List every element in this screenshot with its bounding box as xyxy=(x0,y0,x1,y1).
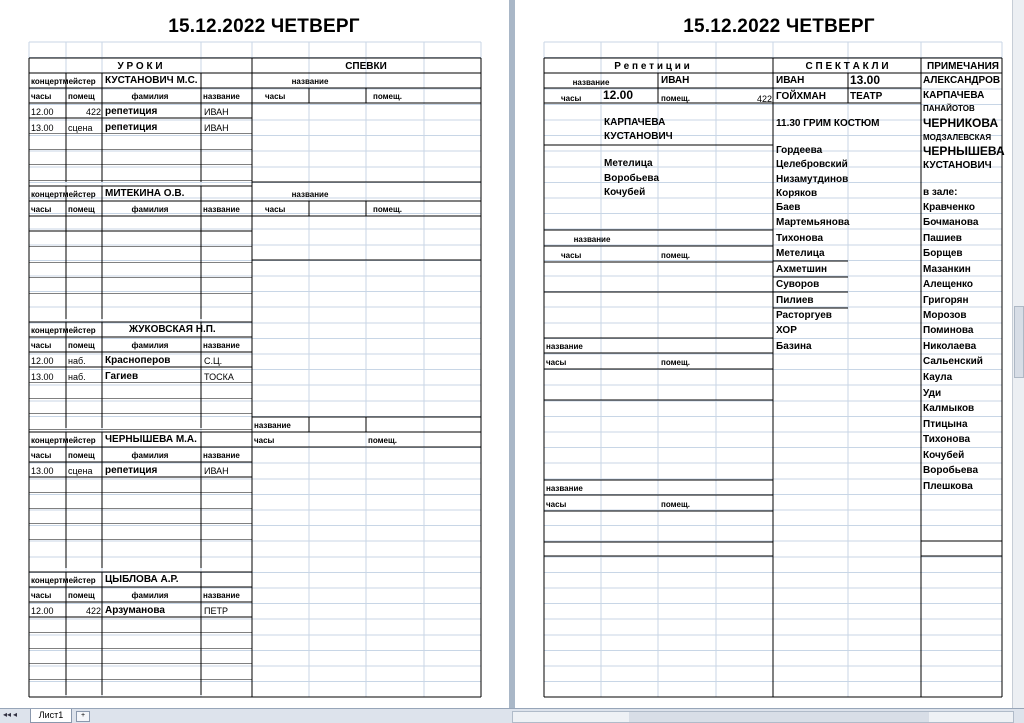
page-title-right: 15.12.2022 ЧЕТВЕРГ xyxy=(683,16,875,37)
col-name-label: фамилия xyxy=(131,92,169,101)
concertmeister-label: концертмейстер xyxy=(31,326,96,335)
spevki-header: СПЕВКИ xyxy=(345,61,387,72)
spekt-cast-name: ХОР xyxy=(776,325,797,336)
spekt-cast-name: Мартемьянова xyxy=(776,217,850,228)
rep-cast-name: КАРПАЧЕВА xyxy=(604,117,666,128)
col-name-label: фамилия xyxy=(131,205,169,214)
spevka-2-nazvanie: название xyxy=(291,190,329,199)
note-name: Григорян xyxy=(923,295,969,306)
col-room-label: помещ xyxy=(68,205,95,214)
col-time-label: часы xyxy=(31,92,52,101)
lesson-time: 12.00 xyxy=(31,356,54,366)
spekt-cast-name: Баев xyxy=(776,202,801,213)
col-title-label: название xyxy=(203,591,240,600)
concertmeister-name: ЧЕРНЫШЕВА М.А. xyxy=(105,434,197,445)
rep-nazvanie-value: ИВАН xyxy=(661,75,690,86)
rep-chasy: часы xyxy=(561,94,582,103)
col-room-label: помещ xyxy=(68,92,95,101)
insert-sheet-icon[interactable]: + xyxy=(76,711,90,722)
spevka-3-chasy: часы xyxy=(254,436,275,445)
concertmeister-name: ЖУКОВСКАЯ Н.П. xyxy=(129,324,216,335)
rep-cast-name: КУСТАНОВИЧ xyxy=(604,131,673,142)
col-time-label: часы xyxy=(31,341,52,350)
lesson-room: сцена xyxy=(68,122,93,133)
note-name: Бочманова xyxy=(923,217,979,228)
note-name: Воробьева xyxy=(923,465,979,476)
lesson-name: репетиция xyxy=(105,465,158,476)
spekt-cast-name: Базина xyxy=(776,341,812,352)
note-name: Поминова xyxy=(923,325,974,336)
note-name: Тихонова xyxy=(923,434,971,445)
page-title-left: 15.12.2022 ЧЕТВЕРГ xyxy=(168,16,360,37)
rep-cast-name: Кочубей xyxy=(604,187,646,198)
col-room-label: помещ xyxy=(68,591,95,600)
lesson-name: репетиция xyxy=(105,121,158,133)
spevka-2-chasy: часы xyxy=(265,205,286,214)
col-room-label: помещ xyxy=(68,451,95,460)
spevka-3-nazvanie: название xyxy=(254,421,291,430)
note-name: Уди xyxy=(923,388,942,399)
rep2-nazvanie: название xyxy=(573,235,611,244)
lesson-time: 13.00 xyxy=(31,371,54,382)
horizontal-scrollbar[interactable] xyxy=(512,711,1014,723)
note-name: ПАНАЙОТОВ xyxy=(923,104,975,113)
col-name-label: фамилия xyxy=(131,341,169,350)
concertmeister-label: концертмейстер xyxy=(31,190,96,199)
spekt-cast-name: Расторгуев xyxy=(776,310,832,321)
note-name: Мазанкин xyxy=(923,264,971,275)
lesson-title: ИВАН xyxy=(204,122,229,133)
note-name: Пашиев xyxy=(923,233,962,244)
lesson-title: ТОСКА xyxy=(204,371,234,382)
spekt-cast-name: Гордеева xyxy=(776,145,823,156)
col-time-label: часы xyxy=(31,591,52,600)
print-page-right xyxy=(515,0,1012,708)
lesson-time: 13.00 xyxy=(31,122,54,133)
spekt-cast-name: Суворов xyxy=(776,279,820,290)
col-title-label: название xyxy=(203,205,240,214)
concertmeister-label: концертмейстер xyxy=(31,77,96,86)
lesson-room: наб. xyxy=(68,371,86,382)
lesson-name: репетиция xyxy=(105,106,158,117)
first-sheet-button[interactable]: ◂◂ xyxy=(3,710,12,719)
rep-pomesch: помещ. xyxy=(661,94,690,103)
sheet-tab-list1[interactable]: Лист1 xyxy=(30,709,72,723)
col-title-label: название xyxy=(203,451,240,460)
note-name: ЧЕРНЫШЕВА xyxy=(923,144,1005,158)
spekt-time: 13.00 xyxy=(850,73,881,87)
page-break-divider xyxy=(509,0,515,708)
print-page-left xyxy=(0,0,509,708)
spevka-2-pomesch: помещ. xyxy=(373,205,402,214)
note-name: Кравченко xyxy=(923,202,975,213)
spekt-grim: 11.30 ГРИМ КОСТЮМ xyxy=(776,118,880,129)
note-name: Каула xyxy=(923,372,953,383)
note-name: МОДЗАЛЕВСКАЯ xyxy=(923,133,992,142)
spekt-cast-name: Тихонова xyxy=(776,233,824,244)
rep4-chasy: часы xyxy=(546,500,567,509)
prev-sheet-button[interactable]: ◂ xyxy=(13,710,18,719)
note-name: Сальенский xyxy=(923,356,983,367)
note-name: Морозов xyxy=(923,310,967,321)
note-name: Николаева xyxy=(923,341,977,352)
lesson-title: С.Ц. xyxy=(204,356,223,366)
rep2-pomesch: помещ. xyxy=(661,251,690,260)
rep-header: Р е п е т и ц и и xyxy=(614,61,690,72)
concertmeister-name: МИТЕКИНА О.В. xyxy=(105,188,185,199)
rep4-pomesch: помещ. xyxy=(661,500,690,509)
lesson-room: 422 xyxy=(86,606,102,616)
lesson-name: Красноперов xyxy=(105,355,171,366)
col-time-label: часы xyxy=(31,451,52,460)
col-title-label: название xyxy=(203,341,240,350)
spekt-name: ИВАН xyxy=(776,75,805,86)
rep3-chasy: часы xyxy=(546,358,567,367)
note-name: ЧЕРНИКОВА xyxy=(923,116,999,130)
note-name: АЛЕКСАНДРОВ xyxy=(923,75,1001,86)
rep-cast-name: Воробьева xyxy=(604,173,660,184)
spekt-person: ГОЙХМАН xyxy=(776,91,826,102)
spekt-place: ТЕАТР xyxy=(850,91,883,102)
rep-pomesch-value: 422 xyxy=(757,94,773,104)
spevka-3-pomesch: помещ. xyxy=(368,436,397,445)
concertmeister-name: ЦЫБЛОВА А.Р. xyxy=(105,574,179,585)
note-name: в зале: xyxy=(923,187,958,198)
note-name: Калмыков xyxy=(923,403,975,414)
note-name: Кочубей xyxy=(923,450,965,461)
lesson-title: ИВАН xyxy=(204,107,229,117)
spekt-cast-name: Низамутдинов xyxy=(776,174,849,185)
lesson-time: 12.00 xyxy=(31,107,54,117)
col-name-label: фамилия xyxy=(131,591,169,600)
spevka-1-nazvanie: название xyxy=(291,77,329,86)
spekt-header: С П Е К Т А К Л И xyxy=(805,61,889,72)
rep3-pomesch: помещ. xyxy=(661,358,690,367)
note-name: КАРПАЧЕВА xyxy=(923,90,985,101)
lessons-header: У Р О К И xyxy=(117,61,163,72)
lesson-room: 422 xyxy=(86,107,102,117)
spekt-cast-name: Целебровский xyxy=(776,159,848,170)
col-time-label: часы xyxy=(31,205,52,214)
concertmeister-name: КУСТАНОВИЧ М.С. xyxy=(105,75,198,86)
spekt-cast-name: Ахметшин xyxy=(776,264,828,275)
lesson-room: наб. xyxy=(68,356,86,366)
lesson-time: 13.00 xyxy=(31,466,54,476)
spekt-cast-name: Метелица xyxy=(776,248,825,259)
horizontal-scrollbar-thumb[interactable] xyxy=(629,712,929,722)
note-name: Борщев xyxy=(923,248,963,259)
col-title-label: название xyxy=(203,92,240,101)
notes-header: ПРИМЕЧАНИЯ xyxy=(927,61,999,72)
rep2-chasy: часы xyxy=(561,251,582,260)
vertical-scrollbar-thumb[interactable] xyxy=(1014,306,1024,378)
note-name: Плешкова xyxy=(923,481,973,492)
spevka-1-pomesch: помещ. xyxy=(373,92,402,101)
spekt-cast-name: Коряков xyxy=(776,188,818,199)
rep-chasy-value: 12.00 xyxy=(603,88,634,102)
col-name-label: фамилия xyxy=(131,451,169,460)
rep-cast-name: Метелица xyxy=(604,158,653,169)
spekt-cast-name: Пилиев xyxy=(776,295,814,306)
concertmeister-label: концертмейстер xyxy=(31,436,96,445)
spevka-1-chasy: часы xyxy=(265,92,286,101)
lesson-time: 12.00 xyxy=(31,606,54,616)
concertmeister-label: концертмейстер xyxy=(31,576,96,585)
lesson-title: ПЕТР xyxy=(204,606,228,616)
rep3-nazvanie: название xyxy=(546,342,583,351)
lesson-name: Гагиев xyxy=(105,370,139,382)
note-name: Алещенко xyxy=(923,279,974,290)
rep4-nazvanie: название xyxy=(546,484,583,493)
note-name: Птицына xyxy=(923,419,968,430)
sheet-tab-bar xyxy=(0,708,1024,723)
rep-nazvanie: название xyxy=(572,78,610,87)
lesson-title: ИВАН xyxy=(204,466,229,476)
note-name: КУСТАНОВИЧ xyxy=(923,160,992,171)
lesson-room: сцена xyxy=(68,466,93,476)
lesson-name: Арзуманова xyxy=(105,605,165,616)
col-room-label: помещ xyxy=(68,341,95,350)
